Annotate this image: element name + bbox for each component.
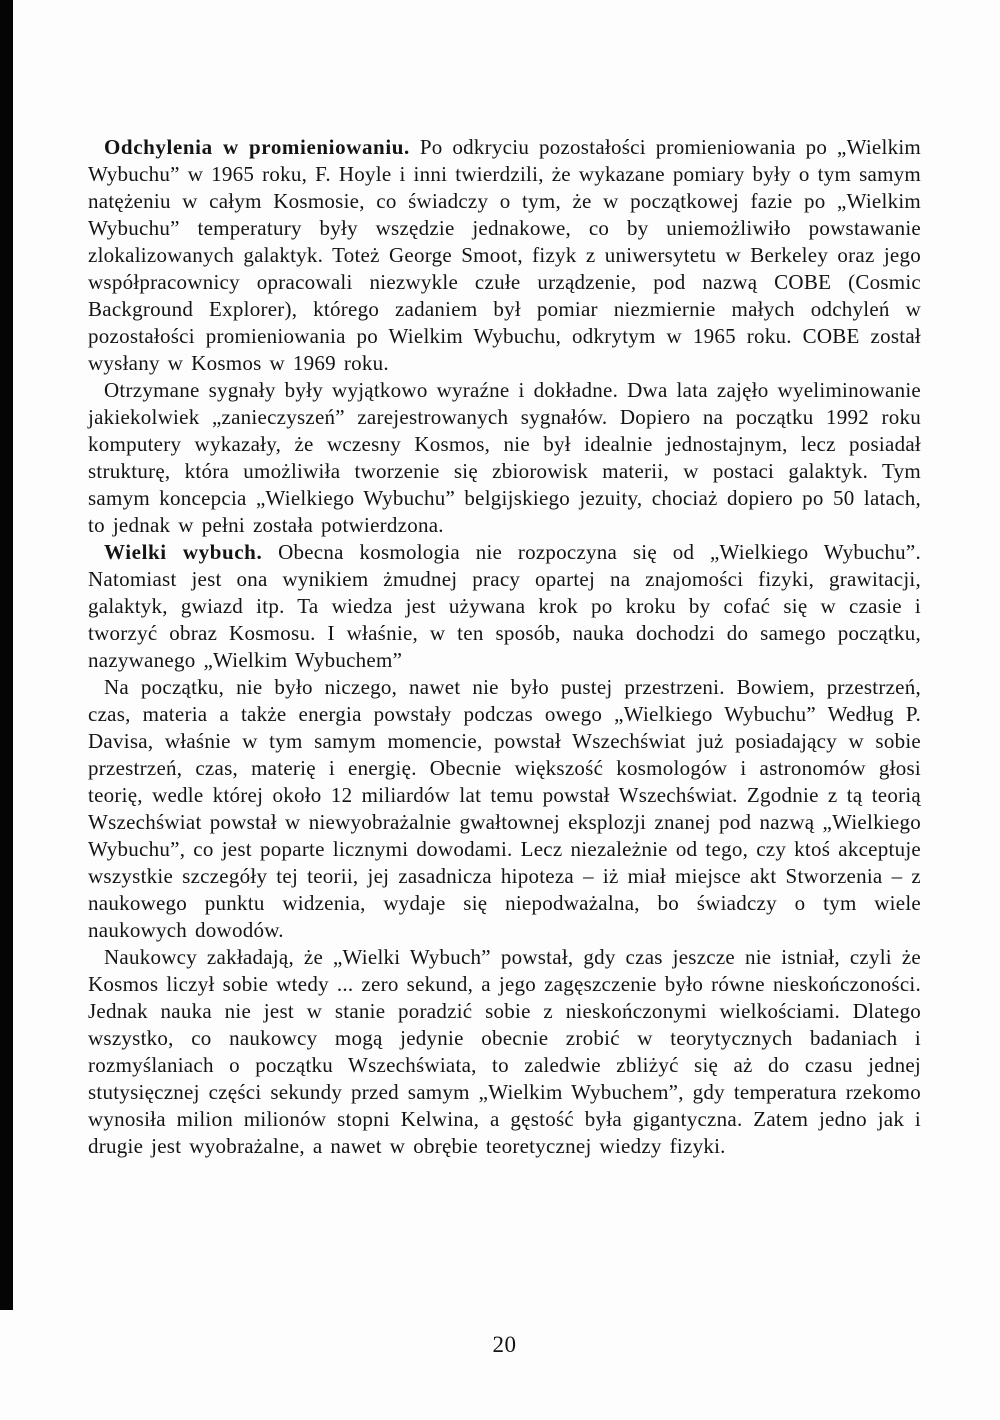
paragraph-body: Naukowcy zakładają, że „Wielki Wybuch” powstał, gdy czas jeszcze nie istniał, czyli że Kosmos liczył sobie wtedy ... zero sekund, a jego zagęszczenie było równe nieskończoności. Jednak nauka nie jest w stanie poradzić sobie z nieskończonymi wielkościami. Dlatego wszystko, co naukowcy mogą jedynie obecnie zrobić w teorytycznych badaniach i rozmyślaniach o początku Wszechświata, to zaledwie zbliżyć się aż do czasu jednej stutysięcznej części sekundy przed samym „Wielkim Wybuchem”, gdy temperatura rzekomo wynosiła milion milionów stopni Kelwina, a gęstość była gigantyczna. Zatem jedno jak i drugie jest wyobrażalne, a nawet w obrębie teoretycznej wiedzy fizyki. xyxy=(88,945,921,1158)
paragraph-body: Obecna kosmologia nie rozpoczyna się od „Wielkiego Wybuchu”. Natomiast jest ona wynikiem żmudnej pracy opartej na znajomości fizyki, grawitacji, galaktyk, gwiazd itp. Ta wiedza jest używana krok po kroku by cofać się w czasie i tworzyć obraz Kosmosu. I właśnie, w ten sposób, nauka dochodzi do samego początku, nazywanego „Wielkim Wybuchem” xyxy=(88,540,921,672)
paragraph-naukowcy-zakladaja xyxy=(88,944,921,1160)
paragraph-body: Na początku, nie było niczego, nawet nie było pustej przestrzeni. Bowiem, przestrzeń, czas, materia a także energia powstały podczas owego „Wielkiego Wybuchu” Według P. Davisa, właśnie w tym samym momencie, powstał Wszechświat już posiadający w sobie przestrzeń, czas, materię i energię. Obecnie większość kosmologów i astronomów głosi teorię, wedle której około 12 miliardów lat temu powstał Wszechświat. Zgodnie z tą teorią Wszechświat powstał w niewyobrażalnie gwałtownej eksplozji znanej pod nazwą „Wielkiego Wybuchu”, co jest poparte licznymi dowodami. Lecz niezależnie od tego, czy ktoś akceptuje wszystkie szczegóły tej teorii, jej zasadnicza hipoteza – iż miał miejsce akt Stworzenia – z naukowego punktu widzenia, wydaje się niepodważalna, bo świadczy o tym wiele naukowych dowodów. xyxy=(88,675,921,942)
paragraph-lead: Wielki wybuch. xyxy=(104,540,263,564)
scan-gutter-shadow xyxy=(0,0,13,1310)
paragraph-body: Otrzymane sygnały były wyjątkowo wyraźne i dokładne. Dwa lata zajęło wyeliminowanie jakiekolwiek „zanieczyszeń” zarejestrowanych sygnałów. Dopiero na początku 1992 roku komputery wykazały, że wczesny Kosmos, nie był idealnie jednostajnym, lecz posiadał strukturę, która umożliwiła tworzenie się zbiorowisk materii, w postaci galaktyk. Tym samym koncepcia „Wielkiego Wybuchu” belgijskiego jezuity, chociaż dopiero po 50 latach, to jednak w pełni została potwierdzona. xyxy=(88,378,921,537)
paragraph-body: Po odkryciu pozostałości promieniowania po „Wielkim Wybuchu” w 1965 roku, F. Hoyle i inni twierdzili, że wykazane pomiary były o tym samym natężeniu w całym Kosmosie, co świadczy o tym, że w początkowej fazie po „Wielkim Wybuchu” temperatury były wszędzie jednakowe, co by uniemożliwiło powstawanie zlokalizowanych galaktyk. Toteż George Smoot, fizyk z uniwersytetu w Berkeley oraz jego współpracownicy opracowali niezwykle czułe urządzenie, pod nazwą COBE (Cosmic Background Explorer), którego zadaniem był pomiar niezmiernie małych odchyleń w pozostałości promieniowania po Wielkim Wybuchu, odkrytym w 1965 roku. COBE został wysłany w Kosmos w 1969 roku. xyxy=(88,135,921,375)
page-number: 20 xyxy=(492,1332,517,1357)
page-text xyxy=(88,134,921,1160)
paragraph-wielki-wybuch xyxy=(88,539,921,674)
paragraph-odchylenia-w-promieniowaniu xyxy=(88,134,921,377)
paragraph-lead: Odchylenia w promieniowaniu. xyxy=(104,135,410,159)
paragraph-na-poczatku xyxy=(88,674,921,944)
paragraph-otrzymane-sygnaly xyxy=(88,377,921,539)
